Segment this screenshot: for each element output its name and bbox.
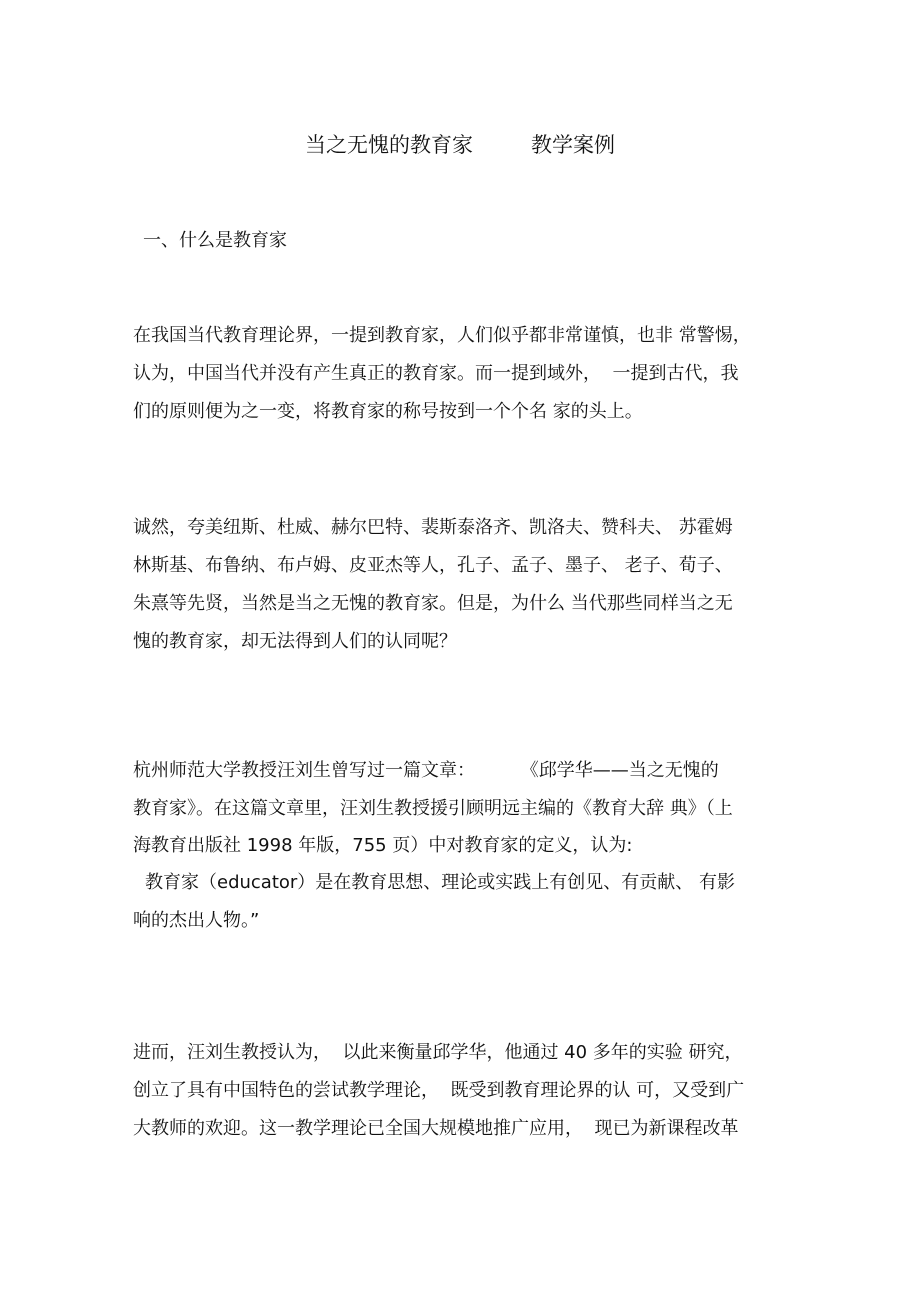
paragraph-line: 在我国当代教育理论界，一提到教育家，人们似乎都非常谨慎，也非 常警惕， [133, 325, 751, 346]
definition-quote-line: 响的杰出人物。” [133, 910, 260, 931]
paragraph-1 [133, 317, 793, 431]
paragraph-line: 诚然，夸美纽斯、杜威、赫尔巴特、裴斯泰洛齐、凯洛夫、赞科夫、 苏霍姆 [133, 517, 733, 538]
paragraph-line: 们的原则便为之一变，将教育家的称号按到一个个名 家的头上。 [133, 401, 643, 422]
section-heading: 一、什么是教育家 [143, 230, 287, 251]
paragraph-line: 林斯基、布鲁纳、布卢姆、皮亚杰等人，孔子、孟子、墨子、 老子、荀子、 [133, 555, 733, 576]
document-title [0, 128, 920, 162]
definition-quote-line: 教育家（educator）是在教育思想、理论或实践上有创见、有贡献、 有影 [145, 872, 736, 893]
paragraph-line: 进而，汪刘生教授认为， 以此来衡量邱学华，他通过 40 多年的实验 研究， [133, 1042, 743, 1063]
paragraph-line: 海教育出版社 1998 年版，755 页）中对教育家的定义，认为: [133, 835, 633, 856]
paragraph-line: 认为，中国当代并没有产生真正的教育家。而一提到域外， 一提到古代，我 [133, 363, 739, 384]
paragraph-2 [133, 509, 793, 661]
paragraph-line: 大教师的欢迎。这一教学理论已全国大规模地推广应用， 现已为新课程改革 [133, 1118, 739, 1139]
title-sub: 教学案例 [531, 133, 615, 157]
paragraph-3 [133, 752, 793, 940]
title-main: 当之无愧的教育家 [305, 133, 473, 157]
paragraph-4 [133, 1034, 793, 1148]
paragraph-line: 愧的教育家，却无法得到人们的认同呢？ [133, 631, 457, 652]
paragraph-line: 朱熹等先贤，当然是当之无愧的教育家。但是，为什么 当代那些同样当之无 [133, 593, 733, 614]
paragraph-line: 创立了具有中国特色的尝试教学理论， 既受到教育理论界的认 可，又受到广 [133, 1080, 745, 1101]
paragraph-line: 教育家》。在这篇文章里，汪刘生教授援引顾明远主编的《教育大辞 典》（上 [133, 798, 733, 819]
paragraph-line: 杭州师范大学教授汪刘生曾写过一篇文章： 《邱学华——当之无愧的 [133, 760, 719, 781]
